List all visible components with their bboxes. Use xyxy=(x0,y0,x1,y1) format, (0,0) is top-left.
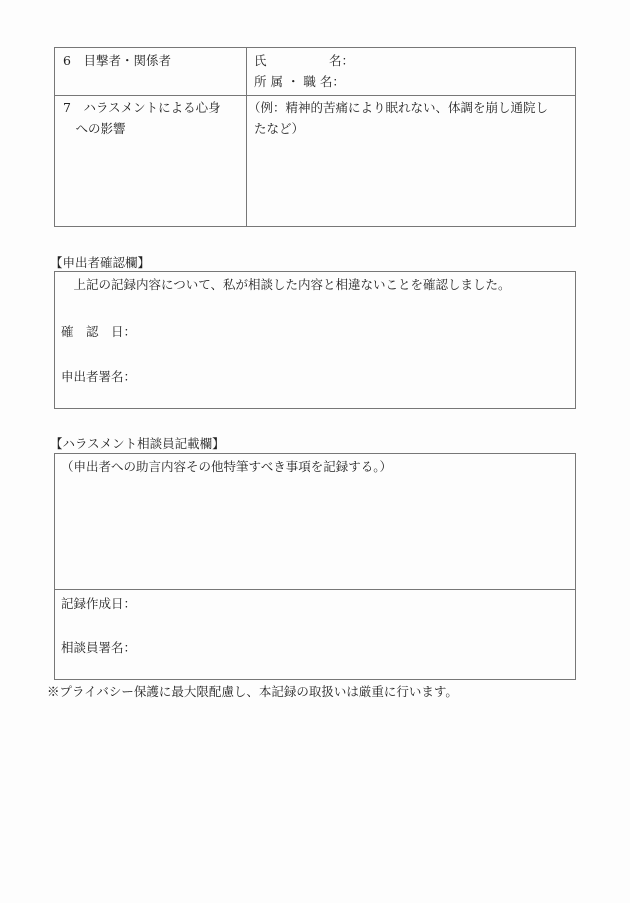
impact-label-line1: 7 ハラスメントによる心身 xyxy=(63,100,221,115)
counselor-signature-field[interactable]: 相談員署名： xyxy=(61,640,137,655)
witness-name-field[interactable]: 氏 名： xyxy=(254,53,355,68)
counselor-box xyxy=(54,453,576,680)
counselor-instruction: （申出者への助言内容その他特筆すべき事項を記録する。） xyxy=(61,459,393,474)
applicant-statement: 上記の記録内容について、私が相談した内容と相違ないことを確認しました。 xyxy=(61,277,511,292)
counselor-notes-field[interactable] xyxy=(55,454,575,590)
impact-example-line2: たなど） xyxy=(254,121,305,136)
applicant-signature-field[interactable]: 申出者署名： xyxy=(61,369,137,384)
applicant-section-heading: 【申出者確認欄】 xyxy=(50,255,151,270)
impact-label-line2: への影響 xyxy=(63,121,126,136)
witness-affiliation-field[interactable]: 所 属 ・ 職 名： xyxy=(254,74,345,89)
record-created-date-field[interactable]: 記録作成日： xyxy=(61,596,137,611)
applicant-confirmation-box xyxy=(54,271,576,409)
impact-example-line1: （例：精神的苦痛により眠れない、体調を崩し通院し xyxy=(248,100,549,115)
confirm-date-field[interactable]: 確 認 日： xyxy=(61,324,137,339)
impact-field[interactable] xyxy=(247,96,576,227)
witnesses-label: 6 目撃者・関係者 xyxy=(63,53,171,68)
privacy-footer-note: ※プライバシー保護に最大限配慮し、本記録の取扱いは厳重に行います。 xyxy=(47,684,458,699)
counselor-section-heading: 【ハラスメント相談員記載欄】 xyxy=(50,436,225,451)
witness-impact-table xyxy=(54,47,576,227)
